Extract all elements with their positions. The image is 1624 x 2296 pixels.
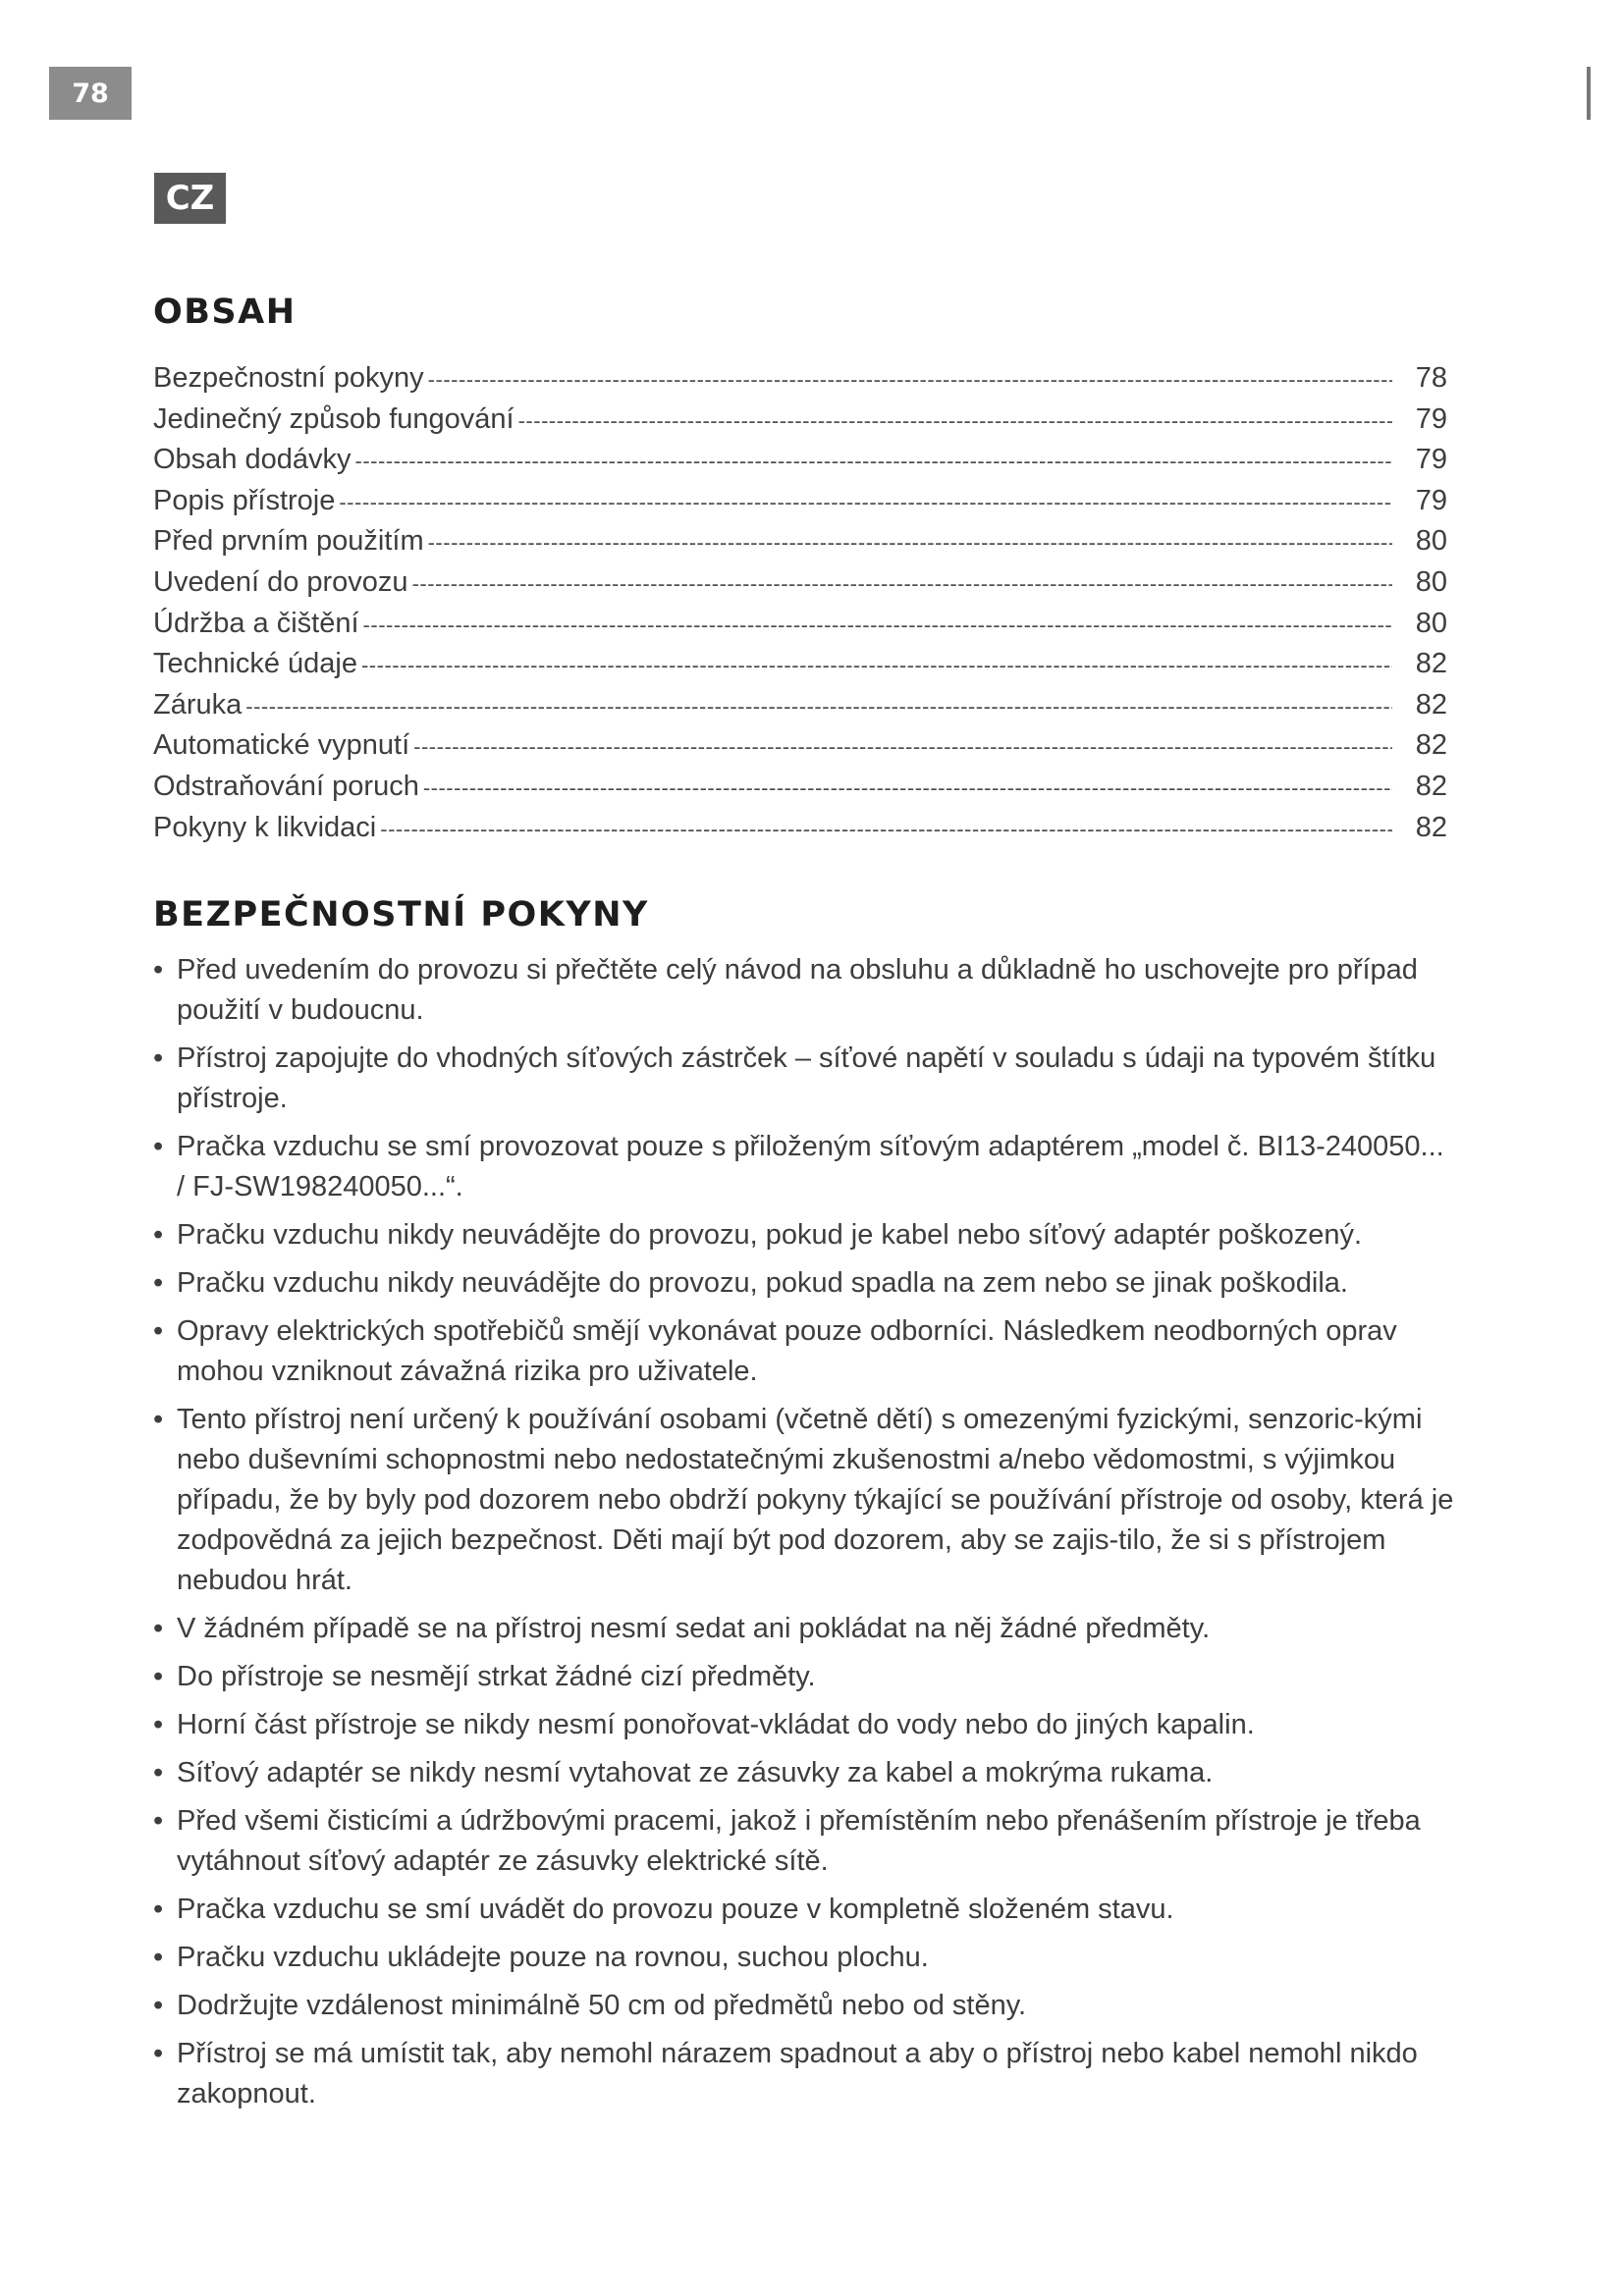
bullet-icon: •	[153, 1805, 164, 1837]
language-badge: CZ	[154, 173, 226, 224]
bullet-icon: •	[153, 1219, 164, 1251]
list-item-text: Opravy elektrických spotřebičů smějí vykonávat pouze odborníci. Následkem neodborných oprav mohou vzniknout závažná rizika pro uživatele.	[177, 1315, 1397, 1387]
list-item-text: Před uvedením do provozu si přečtěte celý návod na obsluhu a důkladně ho uschovejte pro případ použití v budoucnu.	[177, 954, 1418, 1026]
toc-entry-label: Popis přístroje	[153, 484, 336, 516]
bullet-icon: •	[153, 1267, 164, 1299]
toc-entry-page: 80	[1415, 607, 1447, 639]
toc-entry	[153, 485, 1447, 526]
toc-entry-page: 80	[1415, 525, 1447, 558]
toc-leader	[428, 530, 1392, 556]
list-item-text: Síťový adaptér se nikdy nesmí vytahovat ze zásuvky za kabel a mokrýma rukama.	[177, 1757, 1214, 1789]
list-item-text: Pračku vzduchu nikdy neuvádějte do provozu, pokud spadla na zem nebo se jinak poškodila.	[177, 1267, 1348, 1299]
toc-entry-label: Záruka	[153, 688, 243, 721]
list-item	[153, 1127, 1459, 1207]
list-item-text: Přístroj se má umístit tak, aby nemohl nárazem spadnout a aby o přístroj nebo kabel nemohl nikdo zakopnout.	[177, 2038, 1418, 2109]
toc-entry-page: 79	[1415, 402, 1447, 435]
toc-entry-page: 82	[1415, 811, 1447, 843]
toc-entry-label: Údržba a čištění	[153, 607, 359, 639]
toc-entry-page: 82	[1415, 688, 1447, 721]
list-item	[153, 1215, 1459, 1255]
list-item	[153, 1657, 1459, 1697]
bullet-icon: •	[153, 1709, 164, 1740]
list-item	[153, 1986, 1459, 2026]
list-item-text: Horní část přístroje se nikdy nesmí ponořovat-vkládat do vody nebo do jiných kapalin.	[177, 1709, 1255, 1740]
table-of-contents	[153, 362, 1447, 852]
list-item-text: Pračku vzduchu nikdy neuvádějte do provozu, pokud je kabel nebo síťový adaptér poškozený.	[177, 1219, 1363, 1251]
toc-leader	[518, 408, 1392, 434]
toc-entry-label: Před prvním použitím	[153, 525, 424, 558]
bullet-icon: •	[153, 1404, 164, 1435]
toc-entry	[153, 525, 1447, 566]
bullet-icon: •	[153, 1613, 164, 1644]
toc-leader	[245, 694, 1392, 720]
toc-leader	[355, 449, 1392, 474]
toc-entry	[153, 444, 1447, 485]
toc-entry-label: Technické údaje	[153, 648, 357, 680]
list-item	[153, 1039, 1459, 1119]
toc-leader	[380, 817, 1392, 842]
list-item-text: Přístroj zapojujte do vhodných síťových zástrček – síťové napětí v souladu s údaji na typovém štítku přístroje.	[177, 1042, 1436, 1114]
list-item	[153, 950, 1459, 1031]
toc-entry	[153, 812, 1447, 853]
toc-entry-page: 78	[1415, 362, 1447, 394]
bullet-icon: •	[153, 1042, 164, 1074]
toc-entry-label: Uvedení do provozu	[153, 565, 408, 598]
list-item	[153, 1753, 1459, 1793]
toc-entry-page: 82	[1415, 770, 1447, 802]
bullet-icon: •	[153, 1942, 164, 1973]
list-item	[153, 1890, 1459, 1930]
toc-entry	[153, 566, 1447, 608]
list-item-text: Pračka vzduchu se smí uvádět do provozu pouze v kompletně složeném stavu.	[177, 1894, 1174, 1925]
toc-entry-label: Odstraňování poruch	[153, 770, 419, 802]
toc-entry-page: 80	[1415, 565, 1447, 598]
list-item	[153, 1801, 1459, 1882]
toc-leader	[428, 367, 1392, 393]
toc-entry	[153, 362, 1447, 403]
toc-entry-label: Bezpečnostní pokyny	[153, 362, 424, 394]
page-number: 78	[49, 67, 132, 120]
bullet-icon: •	[153, 2038, 164, 2069]
list-item	[153, 1263, 1459, 1304]
list-item-text: Pračka vzduchu se smí provozovat pouze s přiloženým síťovým adaptérem „model č. BI13-240050... / FJ-SW198240050...“.	[177, 1131, 1444, 1202]
toc-entry	[153, 771, 1447, 812]
toc-entry	[153, 648, 1447, 689]
bullet-icon: •	[153, 954, 164, 986]
list-item-text: Pračku vzduchu ukládejte pouze na rovnou, suchou plochu.	[177, 1942, 929, 1973]
list-item	[153, 1609, 1459, 1649]
toc-entry-label: Pokyny k likvidaci	[153, 811, 377, 843]
toc-leader	[339, 490, 1392, 515]
bullet-icon: •	[153, 1990, 164, 2021]
list-item-text: Tento přístroj není určený k používání osobami (včetně dětí) s omezenými fyzickými, senzoric-kými nebo duševními schopnostmi nebo nedostatečnými zkušenostmi a/nebo vědomostmi, s výjimkou případu, že by byly pod dozorem nebo obdrží pokyny týkající se používání přístroje od osoby, která je zodpovědná za jejich bezpečnost. Děti mají být pod dozorem, aby se zajis-tilo, že si s přístrojem nebudou hrát.	[177, 1404, 1454, 1596]
safety-instructions-title: BEZPEČNOSTNÍ POKYNY	[153, 895, 649, 934]
bullet-icon: •	[153, 1757, 164, 1789]
toc-entry	[153, 729, 1447, 771]
toc-entry-label: Jedinečný způsob fungování	[153, 402, 514, 435]
list-item	[153, 1311, 1459, 1392]
bullet-icon: •	[153, 1894, 164, 1925]
toc-leader	[412, 571, 1392, 597]
toc-entry	[153, 608, 1447, 649]
toc-leader	[363, 613, 1392, 638]
toc-entry-page: 82	[1415, 729, 1447, 762]
toc-entry-label: Automatické vypnutí	[153, 729, 410, 762]
list-item	[153, 1400, 1459, 1601]
bullet-icon: •	[153, 1131, 164, 1162]
toc-entry	[153, 403, 1447, 445]
toc-entry	[153, 689, 1447, 730]
list-item	[153, 2034, 1459, 2114]
bullet-icon: •	[153, 1661, 164, 1692]
safety-instructions-list	[153, 950, 1459, 2122]
list-item-text: Do přístroje se nesmějí strkat žádné cizí předměty.	[177, 1661, 816, 1692]
toc-title: OBSAH	[153, 293, 297, 332]
list-item-text: Před všemi čisticími a údržbovými pracemi, jakož i přemístěním nebo přenášením přístroje je třeba vytáhnout síťový adaptér ze zásuvky elektrické sítě.	[177, 1805, 1421, 1877]
list-item-text: V žádném případě se na přístroj nesmí sedat ani pokládat na něj žádné předměty.	[177, 1613, 1211, 1644]
list-item-text: Dodržujte vzdálenost minimálně 50 cm od předmětů nebo od stěny.	[177, 1990, 1027, 2021]
list-item	[153, 1938, 1459, 1978]
toc-leader	[423, 775, 1392, 801]
corner-rule	[1587, 67, 1591, 120]
toc-entry-page: 79	[1415, 484, 1447, 516]
toc-entry-label: Obsah dodávky	[153, 444, 352, 476]
toc-entry-page: 79	[1415, 444, 1447, 476]
bullet-icon: •	[153, 1315, 164, 1347]
toc-leader	[413, 734, 1392, 760]
toc-entry-page: 82	[1415, 648, 1447, 680]
list-item	[153, 1705, 1459, 1745]
toc-leader	[361, 653, 1392, 678]
